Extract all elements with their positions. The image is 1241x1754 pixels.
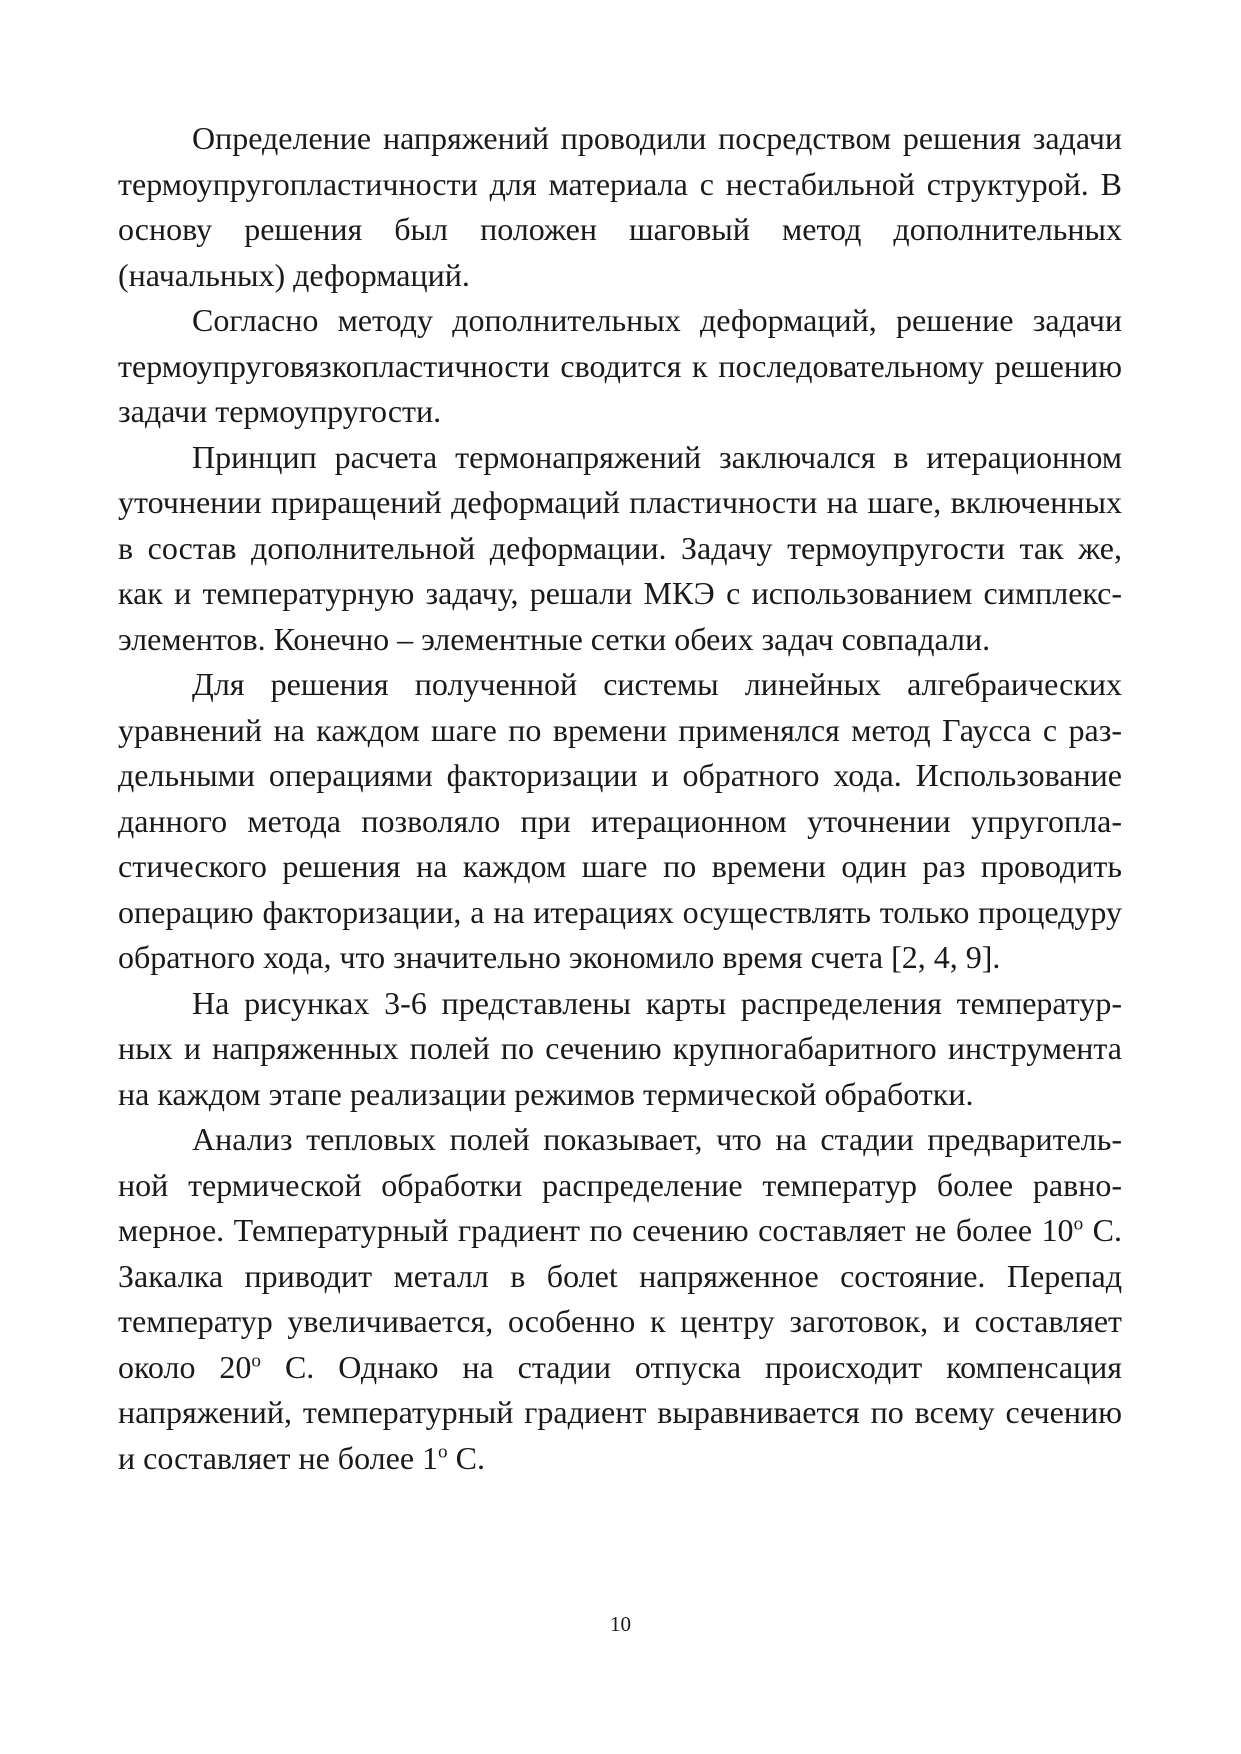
paragraph-6-text-a: Анализ тепловых полей показывает, что на стадии предварительной термической обработки распределение температур более равномерное. Температурный градиент по сечению составляет не более 10 <box>118 1121 1122 1248</box>
degree-superscript: o <box>251 1349 262 1371</box>
paragraph-6-text-c: С. Однако на стадии отпуска происходит компенсация напряжений, температурный градиент выравнивается по всему сечению и составляет не более 1 <box>118 1348 1123 1476</box>
degree-superscript: o <box>1073 1213 1084 1235</box>
paragraph-4: Для решения полученной системы линейных алгебраических уравнений на каждом шаге по времени применялся метод Гаусса с раздельными операциями факторизации и обратного хода. Использование данного метода позволяло при итерационном уточнении упругопластического решения на каждом шаге по времени один раз проводить операцию факторизации, а на итерациях осуществлять только процедуру обратного хода, что значительно экономило время счета [2, 4, 9]. <box>118 666 1122 975</box>
paragraph-1: Определение напряжений проводили посредством решения задачи термоупругопластичности для материала с нестабильной структурой. В основу решения был положен шаговый метод дополнительных (начальных) деформаций. <box>118 120 1122 293</box>
paragraph-6 <box>118 1117 1122 1481</box>
paragraph-6-text-b: С. Закалка приводит металл в болеt напряженное состояние. Перепад температур увеличивается, особенно к центру заготовок, и составляет около 20 <box>118 1212 1123 1385</box>
body-text <box>118 116 1122 1481</box>
paragraph-6-text-d: С. <box>447 1439 485 1476</box>
paragraph-5: На рисунках 3-6 представлены карты распределения температурных и напряженных полей по сечению крупногабаритного инструмента на каждом этапе реализации режимов термической обработки. <box>118 984 1122 1112</box>
paragraph-2: Согласно методу дополнительных деформаций, решение задачи термоупруговязкопластичности сводится к последовательному решению задачи термоупругости. <box>118 302 1122 429</box>
paragraph-3: Принцип расчета термонапряжений заключался в итерационном уточнении приращений деформаций пластичности на шаге, включенных в состав дополнительной деформации. Задачу термоупругости так же, как и температурную задачу, решали МКЭ с использованием симплекс-элементов. Конечно – элементные сетки обеих задач совпадали. <box>118 438 1122 657</box>
page-number: 10 <box>610 1612 631 1636</box>
degree-superscript: o <box>438 1440 448 1462</box>
